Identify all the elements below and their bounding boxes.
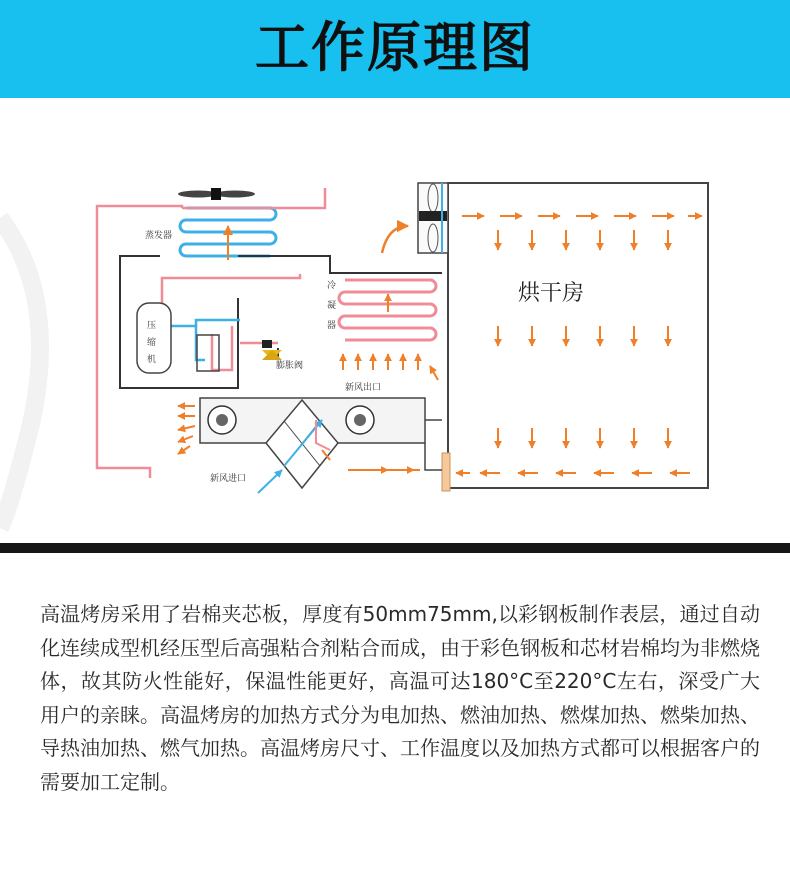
divider-bar: [0, 543, 790, 553]
fan-icon: [178, 188, 255, 200]
condenser-label-1: 冷: [327, 281, 337, 291]
return-air-arrow: [382, 226, 408, 253]
fresh-air-inlet-label: 新风进口: [210, 474, 247, 484]
working-principle-diagram: [0, 98, 790, 543]
page-title: 工作原理图: [255, 16, 535, 79]
expansion-valve-icon: [262, 340, 282, 360]
fresh-air-outlet-label: 新风出口: [345, 383, 382, 393]
compressor-label-3: 机: [147, 355, 157, 365]
title-banner: [0, 0, 790, 98]
description-text: 高温烤房采用了岩棉夹芯板，厚度有50mm75mm,以彩钢板制作表层，通过自动化连续成型机经压型后高强粘合剂粘合而成，由于彩色钢板和芯材岩棉均为非燃烧体，故其防火性能好，保温性能更好，高温可达180°C至220°C左右，深受广大用户的亲睐。高温烤房的加热方式分为电加热、燃油加热、燃煤加热、燃柴加热、导热油加热、燃气加热。高温烤房尺寸、工作温度以及加热方式都可以根据客户的需要加工定制。: [40, 602, 760, 794]
fresh-air-up-arrows: [343, 354, 438, 380]
evaporator-label: 蒸发器: [145, 231, 173, 241]
duct-connection: [425, 420, 442, 470]
compressor-label-2: 缩: [147, 338, 157, 348]
drying-room-label: 烘干房: [518, 281, 585, 306]
exhaust-arrows: [178, 406, 195, 454]
condenser-label-3: 器: [327, 321, 337, 331]
room-vent: [442, 453, 450, 491]
condenser-label-2: 凝: [327, 301, 337, 311]
expansion-valve-label: 膨胀阀: [276, 361, 304, 371]
compressor-label-1: 压: [147, 321, 157, 331]
compressor: [137, 303, 171, 373]
circulation-fan-icon: [418, 183, 448, 253]
receiver-tank: [197, 335, 219, 371]
